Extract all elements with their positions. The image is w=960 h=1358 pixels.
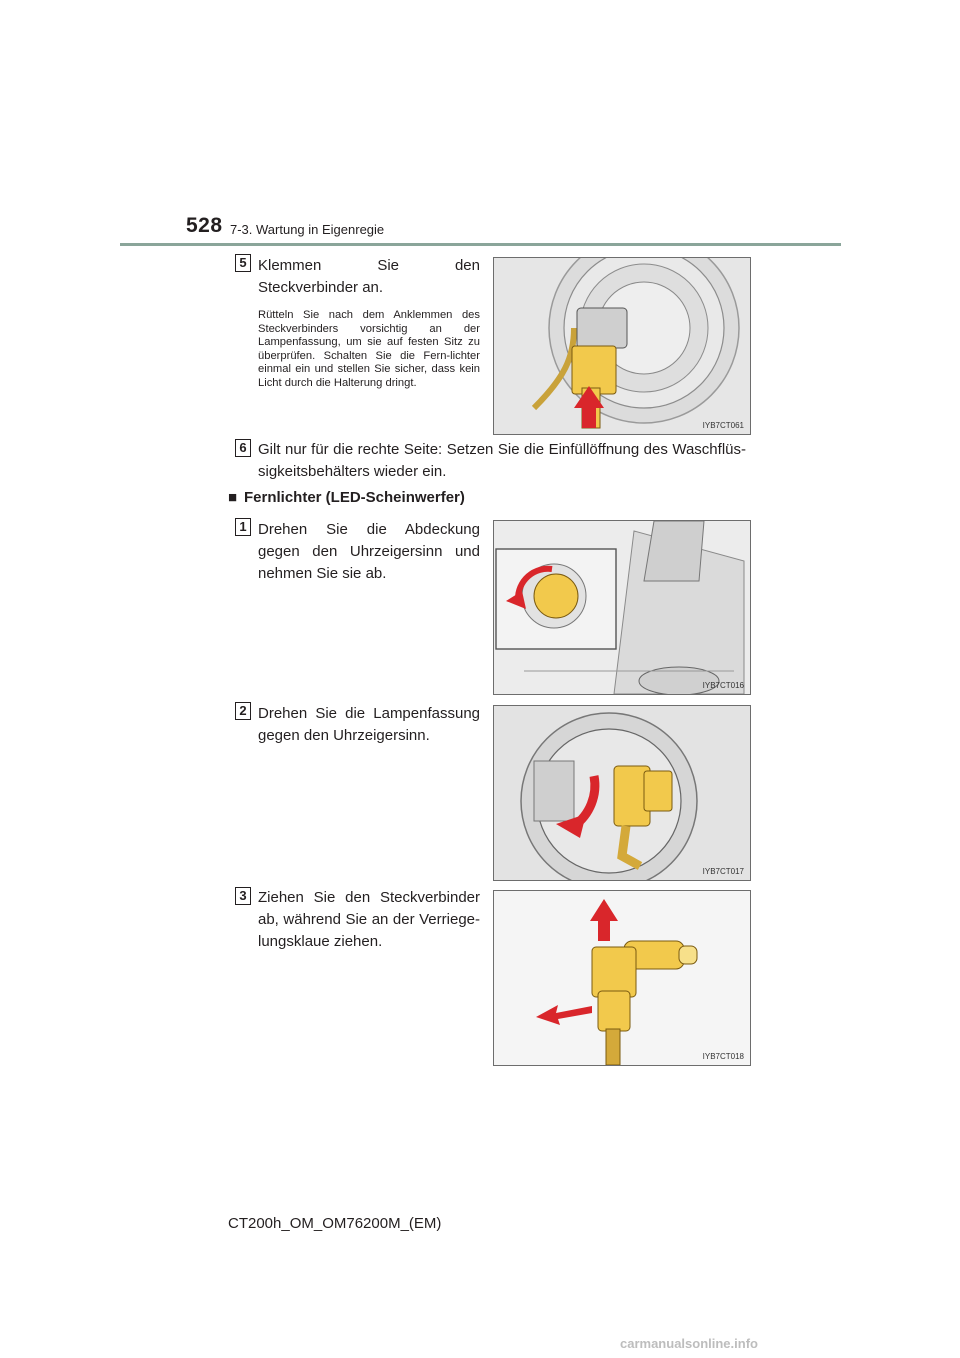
header-rule <box>120 243 841 246</box>
subsection-marker: ■ <box>228 489 238 506</box>
step-6-text: Gilt nur für die rechte Seite: Setzen Sie die Einfüllöffnung des Waschflüs-sigkeitsbehälters wieder ein. <box>258 441 746 480</box>
subsection-title: Fernlichter (LED-Scheinwerfer) <box>244 489 465 506</box>
step-5-text: Klemmen Sie den Steckverbinder an. <box>258 257 480 296</box>
substep-number-3: 3 <box>235 887 251 905</box>
figure-code: IYB7CT016 <box>702 681 744 690</box>
substep-1-text: Drehen Sie die Abdeckung gegen den Uhrzeigersinn und nehmen Sie sie ab. <box>258 521 480 582</box>
page-number: 528 <box>186 214 223 237</box>
substep-2-text: Drehen Sie die Lampenfassung gegen den Uhrzeigersinn. <box>258 705 480 744</box>
document-code: CT200h_OM_OM76200M_(EM) <box>228 1215 442 1232</box>
section-title: 7-3. Wartung in Eigenregie <box>230 222 385 237</box>
substep-number-1: 1 <box>235 518 251 536</box>
step-number-6: 6 <box>235 439 251 457</box>
watermark: carmanualsonline.info <box>620 1336 758 1351</box>
step-5-note: Rütteln Sie nach dem Anklemmen des Steckverbinders vorsichtig an der Lampenfassung, um sie auf festen Sitz zu überprüfen. Schalten Sie die Fern-lichter einmal ein und stellen Sie sicher, dass kein Licht durch die Halterung dringt. <box>258 309 480 389</box>
figure-rotate-socket <box>493 705 751 881</box>
figure-remove-cover <box>493 520 751 695</box>
substep-number-2: 2 <box>235 702 251 720</box>
figure-code: IYB7CT018 <box>702 1052 744 1061</box>
figure-pull-connector <box>493 890 751 1066</box>
figure-connector-attach <box>493 257 751 435</box>
step-number-5: 5 <box>235 254 251 272</box>
figure-code: IYB7CT017 <box>702 867 744 876</box>
figure-code: IYB7CT061 <box>702 421 744 430</box>
substep-3-text: Ziehen Sie den Steckverbinder ab, während Sie an der Verriege-lungsklaue ziehen. <box>258 889 480 950</box>
